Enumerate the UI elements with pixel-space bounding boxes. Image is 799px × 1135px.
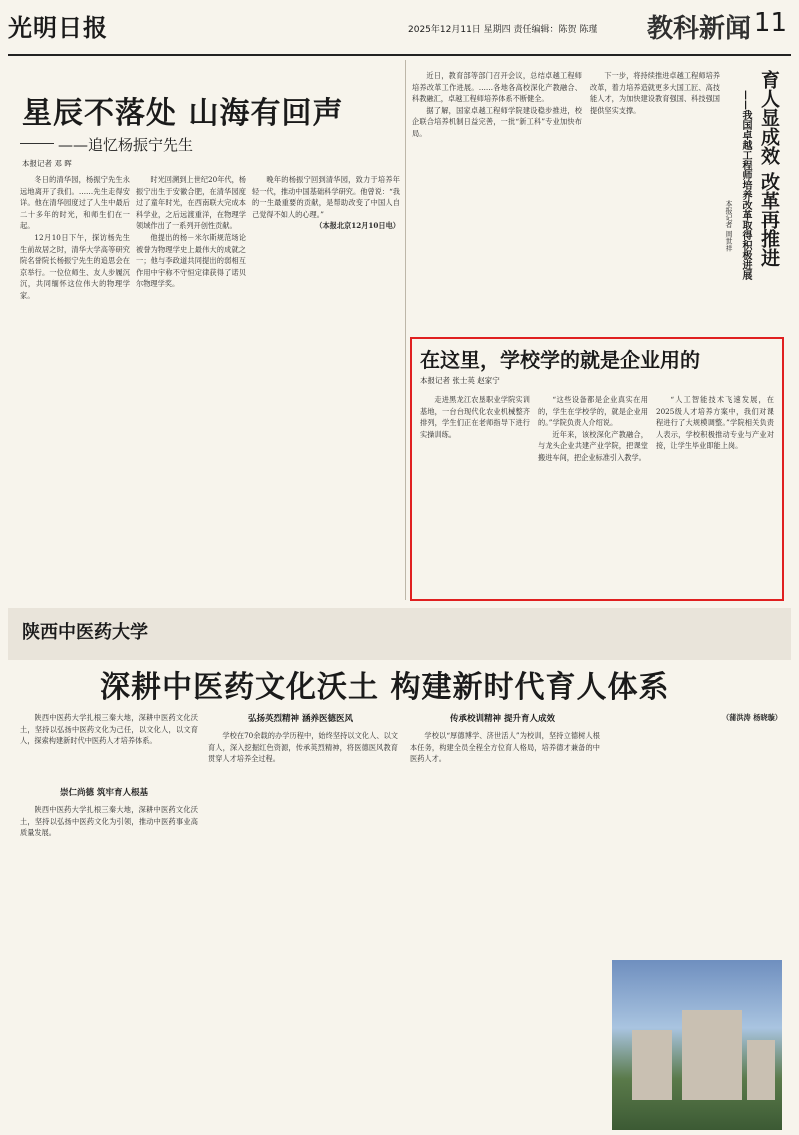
boxed-headline: 在这里，学校学的就是企业用的: [420, 348, 700, 372]
boxed-paragraph: “人工智能技术飞速发展，在2025级人才培养方案中，我们对课程进行了大规模调整。”学院相关负责人表示，学校积极推动专业与产业对接，让学生毕业即能上岗。: [656, 395, 774, 451]
lead-signoff: （本报北京12月10日电）: [315, 221, 400, 231]
feature-intro: [20, 712, 198, 772]
masthead: [8, 6, 791, 52]
feature-signoff: （蒲洪涛 杨晓璇）: [721, 713, 782, 722]
lead-column-1: [20, 174, 130, 594]
photo-building: [747, 1040, 775, 1100]
photo-building: [632, 1030, 672, 1100]
feature-band-title: 陕西中医药大学: [22, 622, 148, 643]
feature-subhead: 传承校训精神 提升育人成效: [450, 714, 555, 724]
lead-column-3: [252, 174, 400, 594]
side-subheadline: ——我国卓越工程师培养改革取得积极进展: [740, 90, 751, 280]
lead-paragraph: 时光回溯到上世纪20年代，杨振宁出生于安徽合肥，在清华园度过了童年时光，在西南联大完成本科学业，之后远渡重洋，在物理学领域作出了一系列开创性贡献。: [136, 175, 246, 231]
side-column-1: [412, 70, 582, 330]
lead-paragraph: 冬日的清华园，杨振宁先生永远地离开了我们。……先生走得安详。他在清华园度过了人生中最后二十多年的时光，和师生们在一起。: [20, 175, 130, 231]
lead-column-2: [136, 174, 246, 594]
newspaper-logo: 光明日报: [8, 13, 108, 42]
boxed-byline: 本报记者 张士英 赵家宁: [420, 376, 500, 385]
feature-paragraph: 陕西中医药大学扎根三秦大地，深耕中医药文化沃土，坚持以弘扬中医药文化为引领，推动中医药事业高质量发展。: [20, 805, 198, 838]
feature-subhead: 弘扬英烈精神 涵养医德医风: [248, 714, 353, 724]
feature-column-2: [208, 730, 398, 1125]
feature-intro-text: 陕西中医药大学扎根三秦大地，深耕中医药文化沃土，坚持以弘扬中医药文化为己任，以文化人，以文育人，探索构建新时代中医药人才培养体系。: [20, 713, 198, 746]
section-title: 教科新闻: [646, 14, 751, 44]
dateline: 2025年12月11日 星期四 责任编辑：陈贺 陈瑾: [408, 25, 598, 35]
lead-paragraph: 12月10日下午，探访杨先生生前故居之时，清华大学高等研究院名誉院长杨振宁先生的追思会在京举行。一位位师生、友人步履沉沉，共同缅怀这位伟大的物理学家。: [20, 232, 130, 300]
lead-paragraph: 晚年的杨振宁回到清华园，致力于培养年轻一代，推动中国基础科学研究。他曾说：“我的一生最重要的贡献，是帮助改变了中国人自己觉得不如人的心理。”: [252, 175, 400, 219]
campus-photo: [612, 960, 782, 1130]
side-headline: 育人显成效 改革再推进: [758, 70, 780, 267]
boxed-paragraph: 走进黑龙江农垦职业学院实训基地，一台台现代化农业机械整齐排列，学生们正在老师指导下进行实操训练。: [420, 395, 530, 439]
boxed-column-1: [420, 394, 530, 594]
side-paragraph: 近日，教育部等部门召开会议，总结卓越工程师培养改革工作进展。……各地各高校深化产教融合、科教融汇，卓越工程师培养体系不断健全。: [412, 71, 582, 104]
feature-subhead: 崇仁尚德 筑牢育人根基: [60, 788, 148, 798]
feature-column-4: [612, 712, 782, 952]
boxed-column-3: [656, 394, 774, 594]
page-number: 11: [753, 8, 787, 38]
feature-paragraph: 学校以“厚德博学、济世活人”为校训，坚持立德树人根本任务，构建全员全程全方位育人格局，培养德才兼备的中医药人才。: [410, 731, 600, 764]
side-paragraph: 下一步，将持续推进卓越工程师培养改革，着力培养造就更多大国工匠、高技能人才，为加快建设教育强国、科技强国提供坚实支撑。: [590, 71, 720, 115]
masthead-rule: [8, 54, 791, 56]
side-paragraph: 据了解，国家卓越工程师学院建设稳步推进，校企联合培养机制日益完善，一批“新工科”专业加快布局。: [412, 105, 582, 138]
feature-paragraph: 学校在70余载的办学历程中，始终坚持以文化人、以文育人，深入挖掘红色资源，传承英烈精神，将医德医风教育贯穿人才培养全过程。: [208, 731, 398, 764]
feature-column-3: [410, 730, 600, 1125]
lead-byline: 本报记者 邓 晖: [22, 159, 72, 168]
lead-subtitle: ——追忆杨振宁先生: [58, 136, 194, 154]
side-column-2: [590, 70, 720, 330]
side-byline: 本报记者 周世祥: [725, 200, 733, 252]
lead-headline: 星辰不落处 山海有回声: [22, 96, 344, 131]
boxed-paragraph: 近年来，该校深化产教融合，与龙头企业共建产业学院，把课堂搬进车间，把企业标准引入教学。: [538, 429, 648, 462]
feature-column-1: [20, 804, 198, 1124]
photo-building: [682, 1010, 742, 1100]
lead-paragraph: 他提出的杨－米尔斯规范场论被誉为物理学史上最伟大的成就之一；他与李政道共同提出的弱相互作用中宇称不守恒定律获得了诺贝尔物理学奖。: [136, 232, 246, 289]
feature-headline: 深耕中医药文化沃土 构建新时代育人体系: [100, 670, 670, 705]
column-divider: [405, 60, 406, 600]
subtitle-dash: [20, 143, 54, 144]
boxed-column-2: [538, 394, 648, 594]
boxed-paragraph: “这些设备都是企业真实在用的，学生在学校学的，就是企业用的。”学院负责人介绍说。: [538, 395, 648, 428]
